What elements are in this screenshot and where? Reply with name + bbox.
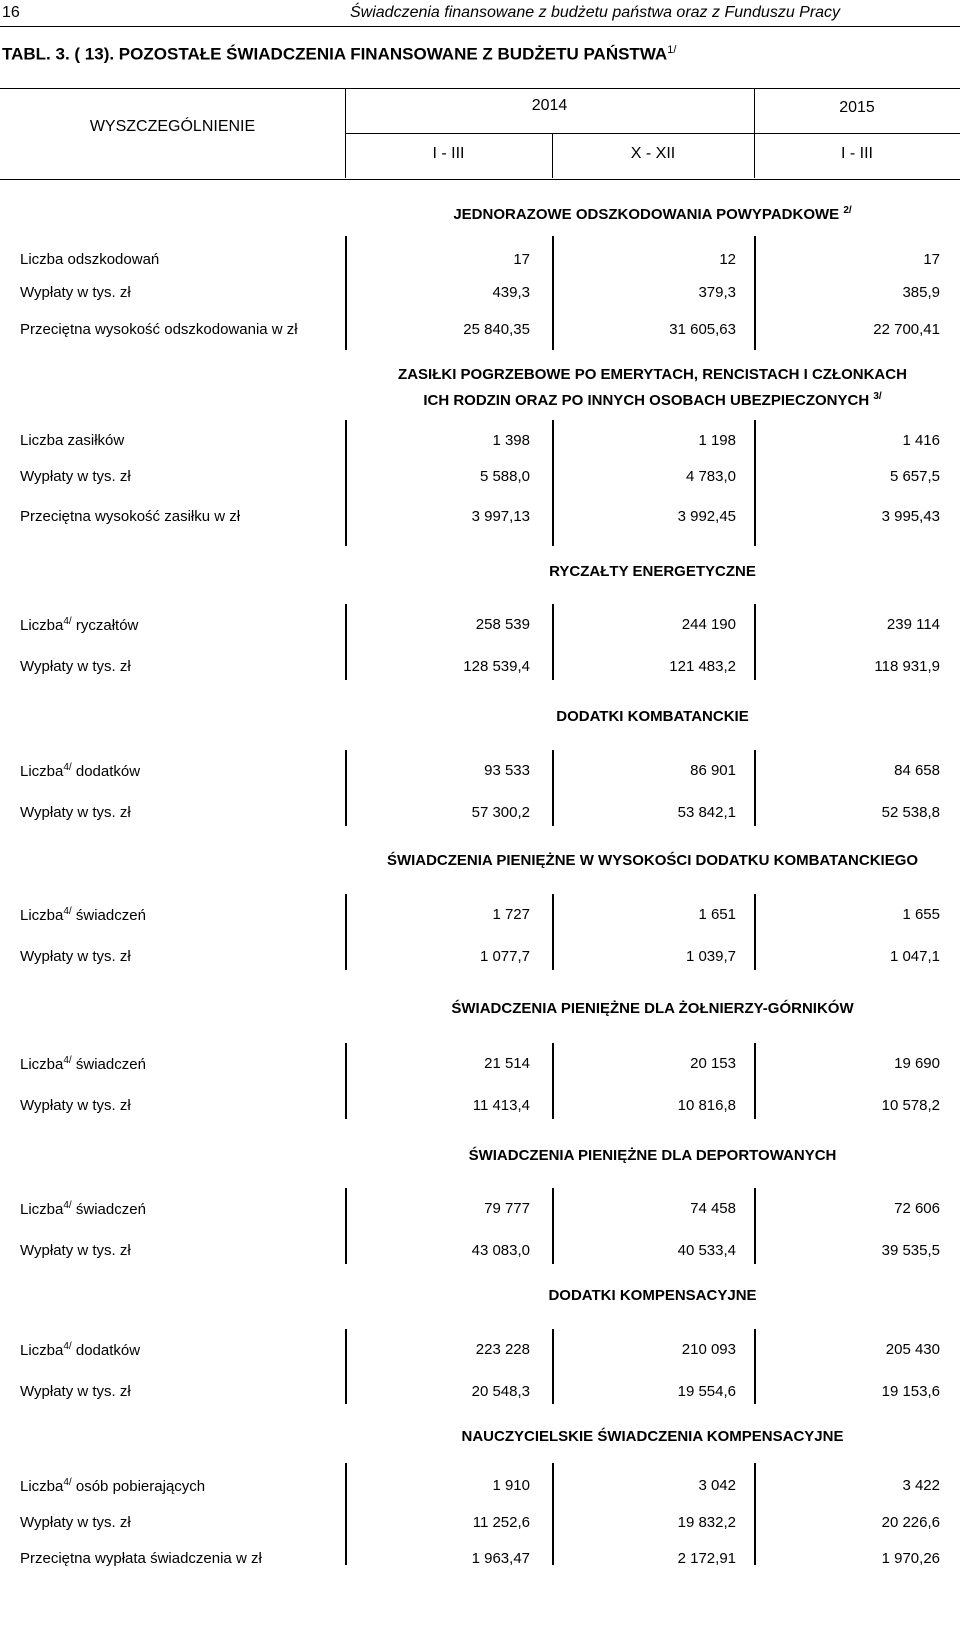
row-label bbox=[20, 321, 298, 338]
table-cell: 57 300,2 bbox=[471, 804, 530, 821]
table-title bbox=[2, 44, 676, 65]
table-cell: 1 963,47 bbox=[471, 1550, 530, 1567]
table-cell: 11 252,6 bbox=[472, 1514, 530, 1531]
table-cell: 25 840,35 bbox=[463, 321, 530, 338]
row-label bbox=[20, 284, 131, 301]
table-cell: 19 153,6 bbox=[881, 1383, 940, 1400]
table-cell: 11 413,4 bbox=[472, 1097, 530, 1114]
header-divider bbox=[345, 133, 960, 134]
column-separator bbox=[754, 1463, 756, 1565]
row-label-text: Liczba bbox=[20, 1478, 64, 1495]
table-cell: 239 114 bbox=[886, 616, 940, 633]
header-period-3: I - III bbox=[841, 145, 873, 162]
table-cell: 1 198 bbox=[698, 432, 736, 449]
row-label-suffix: ryczałtów bbox=[75, 617, 139, 634]
row-label-text: Liczba zasiłków bbox=[20, 432, 125, 449]
section-title-text: DODATKI KOMPENSACYJNE bbox=[548, 1287, 757, 1304]
row-label bbox=[20, 1514, 131, 1531]
section-title-text: ZASIŁKI POGRZEBOWE PO EMERYTACH, RENCISTACH I CZŁONKACH bbox=[398, 366, 907, 383]
table-cell: 1 077,7 bbox=[479, 948, 530, 965]
row-label bbox=[20, 948, 131, 965]
table-cell: 385,9 bbox=[902, 284, 940, 301]
section-footnote: 3/ bbox=[873, 391, 882, 402]
row-label-suffix: dodatków bbox=[75, 1342, 141, 1359]
column-separator bbox=[345, 420, 347, 546]
row-label-suffix: świadczeń bbox=[75, 907, 146, 924]
row-label-text: Przeciętna wysokość zasiłku w zł bbox=[20, 508, 241, 525]
row-label-text: Wypłaty w tys. zł bbox=[20, 284, 131, 301]
section-title-text: ŚWIADCZENIA PIENIĘŻNE DLA DEPORTOWANYCH bbox=[468, 1147, 837, 1164]
column-separator bbox=[754, 894, 756, 970]
table-cell: 19 690 bbox=[894, 1055, 940, 1072]
table-cell: 10 578,2 bbox=[881, 1097, 940, 1114]
section-title bbox=[345, 1285, 960, 1307]
row-label-text: Liczba bbox=[20, 617, 64, 634]
row-label-text: Przeciętna wysokość odszkodowania w zł bbox=[20, 321, 298, 338]
column-separator bbox=[345, 1463, 347, 1565]
row-label bbox=[20, 432, 124, 449]
table-cell: 223 228 bbox=[475, 1341, 530, 1358]
row-label-footnote: 4/ bbox=[63, 1341, 72, 1352]
header-period-2: X - XII bbox=[630, 145, 676, 162]
row-label-suffix: osób pobierających bbox=[75, 1478, 206, 1495]
column-separator bbox=[345, 894, 347, 970]
table-cell: 3 997,13 bbox=[471, 508, 530, 525]
table-cell: 52 538,8 bbox=[881, 804, 940, 821]
table-cell: 439,3 bbox=[492, 284, 530, 301]
page-number: 16 bbox=[2, 4, 20, 21]
section-title bbox=[345, 1145, 960, 1167]
row-label bbox=[20, 1055, 146, 1073]
table-cell: 39 535,5 bbox=[881, 1242, 940, 1259]
column-separator bbox=[754, 750, 756, 826]
row-label bbox=[20, 251, 159, 268]
table-cell: 40 533,4 bbox=[677, 1242, 736, 1259]
column-separator bbox=[754, 604, 756, 680]
row-label bbox=[20, 508, 240, 525]
row-label-footnote: 4/ bbox=[63, 762, 72, 773]
table-cell: 22 700,41 bbox=[873, 321, 940, 338]
column-separator bbox=[345, 1188, 347, 1264]
column-separator bbox=[754, 1329, 756, 1404]
table-cell: 2 172,91 bbox=[677, 1550, 736, 1567]
row-label-text: Wypłaty w tys. zł bbox=[20, 658, 131, 675]
column-separator bbox=[754, 1043, 756, 1119]
row-label-suffix: dodatków bbox=[75, 763, 141, 780]
row-label bbox=[20, 762, 140, 780]
table-cell: 5 657,5 bbox=[889, 468, 940, 485]
table-cell: 93 533 bbox=[484, 762, 530, 779]
table-cell: 1 651 bbox=[698, 906, 736, 923]
table-cell: 1 655 bbox=[902, 906, 940, 923]
column-separator bbox=[345, 1043, 347, 1119]
row-label-text: Liczba bbox=[20, 1201, 64, 1218]
section-title bbox=[345, 200, 960, 226]
table-cell: 31 605,63 bbox=[669, 321, 736, 338]
column-separator bbox=[345, 1329, 347, 1404]
table-cell: 20 548,3 bbox=[471, 1383, 530, 1400]
row-label-text: Wypłaty w tys. zł bbox=[20, 468, 131, 485]
table-cell: 379,3 bbox=[698, 284, 736, 301]
table-cell: 21 514 bbox=[484, 1055, 530, 1072]
table-cell: 3 042 bbox=[698, 1477, 736, 1494]
row-label-footnote: 4/ bbox=[63, 1200, 72, 1211]
table-title-text: TABL. 3. ( 13). POZOSTAŁE ŚWIADCZENIA FINANSOWANE Z BUDŻETU PAŃSTWA bbox=[2, 44, 668, 64]
column-separator bbox=[552, 750, 554, 826]
section-title-text: JEDNORAZOWE ODSZKODOWANIA POWYPADKOWE bbox=[453, 206, 840, 223]
header-year-2015: 2015 bbox=[839, 99, 875, 116]
row-label-footnote: 4/ bbox=[63, 1055, 72, 1066]
row-label-footnote: 4/ bbox=[63, 616, 72, 627]
table-cell: 205 430 bbox=[885, 1341, 940, 1358]
row-label-text: Wypłaty w tys. zł bbox=[20, 948, 131, 965]
row-label-text: Wypłaty w tys. zł bbox=[20, 1097, 131, 1114]
table-cell: 1 416 bbox=[902, 432, 940, 449]
header-period-1: I - III bbox=[432, 145, 465, 162]
header-stub: WYSZCZEGÓLNIENIE bbox=[89, 118, 256, 135]
table-cell: 128 539,4 bbox=[463, 658, 530, 675]
table-cell: 258 539 bbox=[475, 616, 530, 633]
section-footnote: 2/ bbox=[843, 205, 852, 216]
row-label bbox=[20, 1477, 205, 1495]
column-separator bbox=[552, 604, 554, 680]
section-title bbox=[345, 850, 960, 872]
row-label-footnote: 4/ bbox=[63, 1477, 72, 1488]
table-cell: 17 bbox=[513, 251, 530, 268]
table-cell: 72 606 bbox=[894, 1200, 940, 1217]
table-cell: 210 093 bbox=[681, 1341, 736, 1358]
section-title-text: NAUCZYCIELSKIE ŚWIADCZENIA KOMPENSACYJNE bbox=[461, 1428, 844, 1445]
row-label bbox=[20, 658, 131, 675]
table-cell: 74 458 bbox=[690, 1200, 736, 1217]
row-label-footnote: 4/ bbox=[63, 906, 72, 917]
table-cell: 4 783,0 bbox=[685, 468, 736, 485]
table-cell: 10 816,8 bbox=[677, 1097, 736, 1114]
table-cell: 1 910 bbox=[492, 1477, 530, 1494]
column-separator bbox=[345, 236, 347, 350]
table-cell: 3 992,45 bbox=[677, 508, 736, 525]
section-title-text: ŚWIADCZENIA PIENIĘŻNE DLA ŻOŁNIERZY-GÓRNIKÓW bbox=[451, 1000, 854, 1017]
table-cell: 19 554,6 bbox=[677, 1383, 736, 1400]
running-title: Świadczenia finansowane z budżetu państwa oraz z Funduszu Pracy bbox=[350, 4, 841, 21]
section-title bbox=[345, 561, 960, 583]
row-label bbox=[20, 1383, 131, 1400]
column-separator bbox=[552, 894, 554, 970]
table-cell: 20 226,6 bbox=[881, 1514, 940, 1531]
table-cell: 121 483,2 bbox=[669, 658, 736, 675]
row-label-text: Liczba bbox=[20, 907, 64, 924]
row-label-text: Przeciętna wypłata świadczenia w zł bbox=[20, 1550, 262, 1567]
row-label-text: Wypłaty w tys. zł bbox=[20, 804, 131, 821]
column-separator bbox=[552, 236, 554, 350]
row-label-text: Liczba bbox=[20, 1056, 64, 1073]
table-cell: 17 bbox=[923, 251, 940, 268]
section-title-text: RYCZAŁTY ENERGETYCZNE bbox=[549, 563, 756, 580]
row-label bbox=[20, 1242, 131, 1259]
column-separator bbox=[552, 420, 554, 546]
row-label bbox=[20, 804, 131, 821]
table-cell: 1 047,1 bbox=[889, 948, 940, 965]
section-title bbox=[345, 364, 960, 412]
section-title-text: DODATKI KOMBATANCKIE bbox=[556, 708, 749, 725]
section-title bbox=[345, 1426, 960, 1448]
table-title-note: 1/ bbox=[667, 44, 677, 56]
table-cell: 244 190 bbox=[681, 616, 736, 633]
table-cell: 20 153 bbox=[690, 1055, 736, 1072]
row-label bbox=[20, 1550, 262, 1567]
column-separator bbox=[754, 420, 756, 546]
table-cell: 1 727 bbox=[492, 906, 530, 923]
column-separator bbox=[754, 1188, 756, 1264]
row-label-text: Liczba bbox=[20, 763, 64, 780]
column-separator bbox=[345, 750, 347, 826]
table-cell: 5 588,0 bbox=[479, 468, 530, 485]
table-cell: 118 931,9 bbox=[874, 658, 940, 675]
table-cell: 3 995,43 bbox=[881, 508, 940, 525]
row-label-text: Liczba bbox=[20, 1342, 64, 1359]
row-label-text: Wypłaty w tys. zł bbox=[20, 1383, 131, 1400]
table-cell: 1 039,7 bbox=[685, 948, 736, 965]
row-label-text: Wypłaty w tys. zł bbox=[20, 1242, 131, 1259]
table-cell: 1 970,26 bbox=[881, 1550, 940, 1567]
row-label bbox=[20, 1341, 140, 1359]
table-cell: 53 842,1 bbox=[677, 804, 736, 821]
row-label bbox=[20, 468, 131, 485]
table-cell: 43 083,0 bbox=[471, 1242, 530, 1259]
table-cell: 1 398 bbox=[492, 432, 530, 449]
column-separator bbox=[552, 1463, 554, 1565]
section-title bbox=[345, 998, 960, 1020]
section-title-text: ŚWIADCZENIA PIENIĘŻNE W WYSOKOŚCI DODATKU KOMBATANCKIEGO bbox=[386, 852, 919, 869]
column-separator bbox=[754, 236, 756, 350]
section-title-line2: ICH RODZIN ORAZ PO INNYCH OSOBACH UBEZPIECZONYCH bbox=[423, 392, 870, 409]
column-separator bbox=[552, 1329, 554, 1404]
column-separator bbox=[552, 1043, 554, 1119]
running-header bbox=[0, 0, 960, 27]
table-cell: 19 832,2 bbox=[677, 1514, 736, 1531]
row-label bbox=[20, 616, 138, 634]
table-cell: 79 777 bbox=[484, 1200, 530, 1217]
row-label-text: Wypłaty w tys. zł bbox=[20, 1514, 131, 1531]
table-cell: 12 bbox=[719, 251, 736, 268]
table-cell: 84 658 bbox=[894, 762, 940, 779]
row-label-text: Liczba odszkodowań bbox=[20, 251, 160, 268]
row-label bbox=[20, 906, 146, 924]
header-year-2014: 2014 bbox=[531, 97, 568, 114]
row-label bbox=[20, 1200, 146, 1218]
column-separator bbox=[345, 604, 347, 680]
table-cell: 3 422 bbox=[902, 1477, 940, 1494]
row-label-suffix: świadczeń bbox=[75, 1201, 146, 1218]
table-cell: 86 901 bbox=[690, 762, 736, 779]
row-label-suffix: świadczeń bbox=[75, 1056, 146, 1073]
column-separator bbox=[552, 1188, 554, 1264]
section-title bbox=[345, 706, 960, 728]
row-label bbox=[20, 1097, 131, 1114]
